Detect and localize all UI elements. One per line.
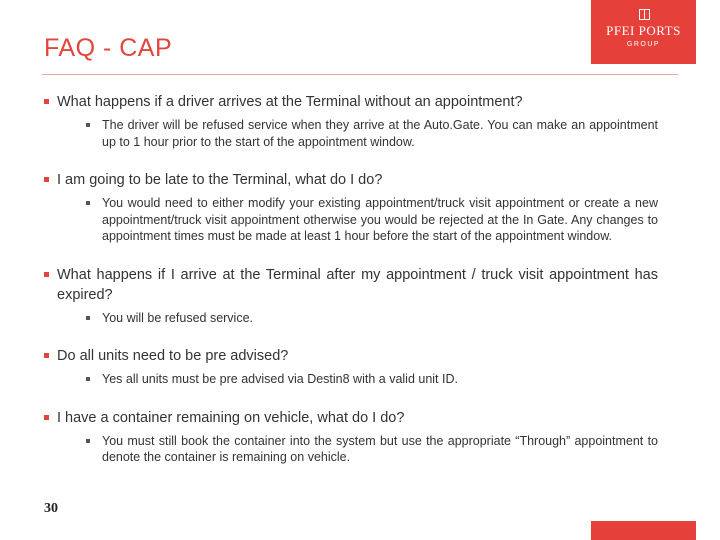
- faq-answer: [44, 310, 658, 327]
- faq-question: [44, 346, 658, 366]
- square-bullet-icon: [86, 316, 90, 320]
- faq-answer: [44, 117, 658, 150]
- square-bullet-icon: [86, 201, 90, 205]
- square-bullet-icon: [86, 377, 90, 381]
- faq-answer-text: Yes all units must be pre advised via Destin8 with a valid unit ID.: [102, 372, 458, 386]
- slide-title: FAQ - CAP: [44, 34, 173, 62]
- faq-question: [44, 92, 658, 112]
- square-bullet-icon: [44, 99, 49, 104]
- faq-question-text: I am going to be late to the Terminal, what do I do?: [57, 172, 383, 188]
- faq-answer-text: You must still book the container into the system but use the appropriate “Through” appointment to denote the container is remaining on vehicle.: [102, 433, 658, 464]
- faq-answer-text: You will be refused service.: [102, 310, 254, 325]
- faq-answer-text: You would need to either modify your existing appointment/truck visit appointment or create a new appointment/truck visit appointment otherwise you would be rejected at the In Gate. Any changes to appointment times must be made at least 1 hour before the start of the appointment window.: [102, 196, 658, 243]
- company-logo: [591, 0, 696, 64]
- faq-question-text: What happens if a driver arrives at the Terminal without an appointment?: [57, 94, 523, 110]
- square-bullet-icon: [86, 439, 90, 443]
- square-bullet-icon: [44, 272, 49, 277]
- faq-question: [44, 408, 658, 428]
- square-bullet-icon: [86, 123, 90, 127]
- footer-accent-bar: [591, 521, 696, 540]
- square-bullet-icon: [44, 415, 49, 420]
- faq-question: [44, 265, 658, 305]
- faq-answer: [44, 195, 658, 245]
- faq-answer-text: The driver will be refused service when they arrive at the Auto.Gate. You can make an appointment up to 1 hour prior to the start of the appointment window.: [102, 118, 658, 149]
- faq-item: [44, 265, 658, 327]
- logo-subtitle: GROUP: [626, 41, 661, 48]
- faq-item: [44, 170, 658, 245]
- square-bullet-icon: [44, 177, 49, 182]
- logo-emblem-icon: [639, 9, 650, 20]
- faq-question-text: What happens if I arrive at the Terminal after my appointment / truck visit appointment has expired?: [57, 266, 658, 303]
- faq-answer: [44, 371, 658, 388]
- faq-answer: [44, 433, 658, 466]
- faq-list: [44, 92, 658, 486]
- faq-item: [44, 408, 658, 466]
- faq-question: [44, 170, 658, 190]
- title-divider: [42, 74, 678, 75]
- faq-question-text: I have a container remaining on vehicle, what do I do?: [57, 409, 405, 426]
- faq-item: [44, 92, 658, 150]
- logo-name: PFEI PORTS: [606, 23, 681, 38]
- faq-item: [44, 346, 658, 388]
- square-bullet-icon: [44, 353, 49, 358]
- page-number: 30: [44, 501, 58, 516]
- faq-question-text: Do all units need to be pre advised?: [57, 348, 289, 364]
